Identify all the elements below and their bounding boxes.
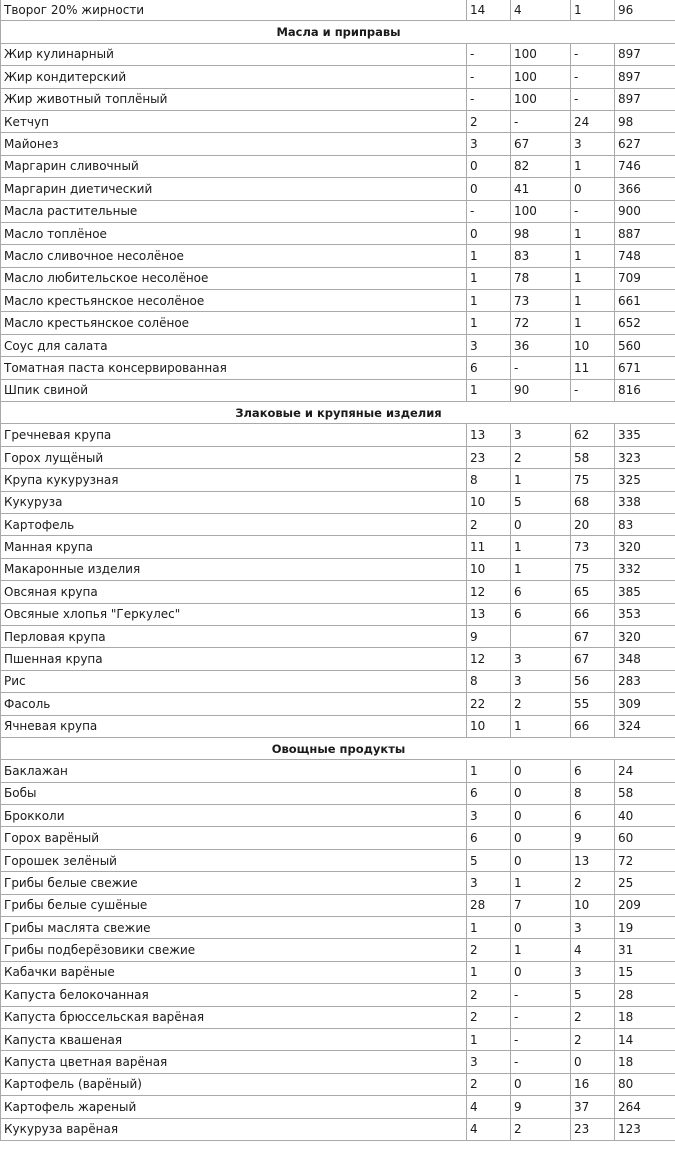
- protein-cell: 3: [467, 805, 511, 827]
- carbs-cell: 37: [571, 1096, 615, 1118]
- table-row: [1, 491, 675, 513]
- calories-cell: 24: [615, 760, 675, 782]
- carbs-cell: 1: [571, 222, 615, 244]
- protein-cell: 13: [467, 424, 511, 446]
- protein-cell: 12: [467, 581, 511, 603]
- calories-cell: 96: [615, 0, 675, 21]
- calories-cell: 25: [615, 872, 675, 894]
- fat-cell: 100: [511, 66, 571, 88]
- calories-cell: 40: [615, 805, 675, 827]
- calories-cell: 897: [615, 66, 675, 88]
- product-name-cell: Овсяная крупа: [1, 581, 467, 603]
- carbs-cell: 2: [571, 1028, 615, 1050]
- table-body: [1, 0, 675, 1140]
- calories-cell: 652: [615, 312, 675, 334]
- table-row: [1, 0, 675, 21]
- fat-cell: 0: [511, 1073, 571, 1095]
- carbs-cell: 10: [571, 334, 615, 356]
- protein-cell: 2: [467, 1006, 511, 1028]
- carbs-cell: -: [571, 88, 615, 110]
- carbs-cell: 68: [571, 491, 615, 513]
- fat-cell: 72: [511, 312, 571, 334]
- protein-cell: 1: [467, 290, 511, 312]
- calories-cell: 348: [615, 648, 675, 670]
- table-row: [1, 984, 675, 1006]
- calories-cell: 98: [615, 110, 675, 132]
- calories-cell: 72: [615, 849, 675, 871]
- calories-cell: 746: [615, 155, 675, 177]
- table-row: [1, 1028, 675, 1050]
- table-row: [1, 379, 675, 401]
- calories-cell: 209: [615, 894, 675, 916]
- fat-cell: 0: [511, 827, 571, 849]
- calories-cell: 309: [615, 693, 675, 715]
- protein-cell: 1: [467, 961, 511, 983]
- table-row: [1, 1051, 675, 1073]
- carbs-cell: 4: [571, 939, 615, 961]
- table-row: [1, 334, 675, 356]
- table-row: [1, 245, 675, 267]
- carbs-cell: 1: [571, 290, 615, 312]
- table-row: [1, 782, 675, 804]
- protein-cell: 10: [467, 558, 511, 580]
- protein-cell: -: [467, 43, 511, 65]
- section-header-row: [1, 737, 675, 759]
- fat-cell: 100: [511, 88, 571, 110]
- fat-cell: 1: [511, 558, 571, 580]
- protein-cell: 0: [467, 178, 511, 200]
- fat-cell: 1: [511, 872, 571, 894]
- protein-cell: 3: [467, 133, 511, 155]
- product-name-cell: Кетчуп: [1, 110, 467, 132]
- fat-cell: 67: [511, 133, 571, 155]
- protein-cell: 1: [467, 312, 511, 334]
- product-name-cell: Капуста квашеная: [1, 1028, 467, 1050]
- table-row: [1, 625, 675, 647]
- product-name-cell: Кукуруза варёная: [1, 1118, 467, 1140]
- table-row: [1, 715, 675, 737]
- fat-cell: 82: [511, 155, 571, 177]
- fat-cell: 5: [511, 491, 571, 513]
- protein-cell: -: [467, 66, 511, 88]
- calories-cell: 627: [615, 133, 675, 155]
- fat-cell: 73: [511, 290, 571, 312]
- protein-cell: 2: [467, 939, 511, 961]
- table-row: [1, 558, 675, 580]
- calories-cell: 323: [615, 446, 675, 468]
- product-name-cell: Жир кулинарный: [1, 43, 467, 65]
- carbs-cell: 75: [571, 469, 615, 491]
- carbs-cell: 1: [571, 312, 615, 334]
- product-name-cell: Масло сливочное несолёное: [1, 245, 467, 267]
- calories-cell: 897: [615, 88, 675, 110]
- fat-cell: 0: [511, 961, 571, 983]
- table-row: [1, 222, 675, 244]
- calories-cell: 709: [615, 267, 675, 289]
- fat-cell: 78: [511, 267, 571, 289]
- fat-cell: 1: [511, 469, 571, 491]
- product-name-cell: Грибы белые сушёные: [1, 894, 467, 916]
- calories-cell: 748: [615, 245, 675, 267]
- fat-cell: 41: [511, 178, 571, 200]
- protein-cell: 11: [467, 536, 511, 558]
- calories-cell: 335: [615, 424, 675, 446]
- calories-cell: 816: [615, 379, 675, 401]
- carbs-cell: 66: [571, 603, 615, 625]
- carbs-cell: 6: [571, 805, 615, 827]
- fat-cell: 9: [511, 1096, 571, 1118]
- product-name-cell: Грибы белые свежие: [1, 872, 467, 894]
- product-name-cell: Картофель (варёный): [1, 1073, 467, 1095]
- protein-cell: 1: [467, 379, 511, 401]
- carbs-cell: 2: [571, 872, 615, 894]
- calories-cell: 324: [615, 715, 675, 737]
- table-row: [1, 872, 675, 894]
- protein-cell: 3: [467, 1051, 511, 1073]
- product-name-cell: Томатная паста консервированная: [1, 357, 467, 379]
- table-row: [1, 155, 675, 177]
- carbs-cell: 2: [571, 1006, 615, 1028]
- carbs-cell: 3: [571, 133, 615, 155]
- product-name-cell: Шпик свиной: [1, 379, 467, 401]
- carbs-cell: 10: [571, 894, 615, 916]
- carbs-cell: 3: [571, 961, 615, 983]
- calories-cell: 385: [615, 581, 675, 603]
- calories-cell: 661: [615, 290, 675, 312]
- product-name-cell: Перловая крупа: [1, 625, 467, 647]
- protein-cell: 8: [467, 670, 511, 692]
- product-name-cell: Грибы подберёзовики свежие: [1, 939, 467, 961]
- product-name-cell: Рис: [1, 670, 467, 692]
- product-name-cell: Кабачки варёные: [1, 961, 467, 983]
- carbs-cell: 0: [571, 1051, 615, 1073]
- table-row: [1, 536, 675, 558]
- calories-cell: 325: [615, 469, 675, 491]
- calories-cell: 15: [615, 961, 675, 983]
- carbs-cell: 23: [571, 1118, 615, 1140]
- carbs-cell: -: [571, 43, 615, 65]
- product-name-cell: Картофель: [1, 513, 467, 535]
- carbs-cell: 8: [571, 782, 615, 804]
- product-name-cell: Грибы маслята свежие: [1, 917, 467, 939]
- protein-cell: 5: [467, 849, 511, 871]
- table-row: [1, 66, 675, 88]
- table-row: [1, 581, 675, 603]
- carbs-cell: 1: [571, 155, 615, 177]
- carbs-cell: 1: [571, 0, 615, 21]
- calories-cell: 560: [615, 334, 675, 356]
- section-title: Злаковые и крупяные изделия: [1, 402, 675, 424]
- product-name-cell: Маргарин диетический: [1, 178, 467, 200]
- fat-cell: 100: [511, 43, 571, 65]
- carbs-cell: 0: [571, 178, 615, 200]
- section-title: Масла и приправы: [1, 21, 675, 43]
- protein-cell: 8: [467, 469, 511, 491]
- fat-cell: -: [511, 984, 571, 1006]
- fat-cell: [511, 625, 571, 647]
- protein-cell: -: [467, 200, 511, 222]
- table-row: [1, 267, 675, 289]
- calories-cell: 123: [615, 1118, 675, 1140]
- fat-cell: 1: [511, 715, 571, 737]
- table-row: [1, 1073, 675, 1095]
- product-name-cell: Масла растительные: [1, 200, 467, 222]
- protein-cell: 6: [467, 782, 511, 804]
- fat-cell: 0: [511, 805, 571, 827]
- fat-cell: 7: [511, 894, 571, 916]
- table-row: [1, 827, 675, 849]
- protein-cell: 28: [467, 894, 511, 916]
- calories-cell: 14: [615, 1028, 675, 1050]
- carbs-cell: 62: [571, 424, 615, 446]
- protein-cell: 3: [467, 334, 511, 356]
- carbs-cell: 20: [571, 513, 615, 535]
- table-row: [1, 446, 675, 468]
- product-name-cell: Жир кондитерский: [1, 66, 467, 88]
- table-row: [1, 133, 675, 155]
- fat-cell: 6: [511, 581, 571, 603]
- table-row: [1, 760, 675, 782]
- table-row: [1, 1006, 675, 1028]
- product-name-cell: Крупа кукурузная: [1, 469, 467, 491]
- calories-cell: 264: [615, 1096, 675, 1118]
- protein-cell: 2: [467, 1073, 511, 1095]
- product-name-cell: Брокколи: [1, 805, 467, 827]
- carbs-cell: 56: [571, 670, 615, 692]
- product-name-cell: Гречневая крупа: [1, 424, 467, 446]
- calories-cell: 320: [615, 625, 675, 647]
- protein-cell: 6: [467, 827, 511, 849]
- fat-cell: 2: [511, 1118, 571, 1140]
- protein-cell: 9: [467, 625, 511, 647]
- product-name-cell: Бобы: [1, 782, 467, 804]
- section-title: Овощные продукты: [1, 737, 675, 759]
- protein-cell: 1: [467, 1028, 511, 1050]
- product-name-cell: Овсяные хлопья "Геркулес": [1, 603, 467, 625]
- product-name-cell: Масло крестьянское солёное: [1, 312, 467, 334]
- table-row: [1, 648, 675, 670]
- fat-cell: 90: [511, 379, 571, 401]
- product-name-cell: Масло топлёное: [1, 222, 467, 244]
- carbs-cell: 75: [571, 558, 615, 580]
- protein-cell: 0: [467, 222, 511, 244]
- product-name-cell: Соус для салата: [1, 334, 467, 356]
- table-row: [1, 312, 675, 334]
- carbs-cell: 1: [571, 267, 615, 289]
- table-row: [1, 88, 675, 110]
- fat-cell: 1: [511, 536, 571, 558]
- product-name-cell: Маргарин сливочный: [1, 155, 467, 177]
- product-name-cell: Манная крупа: [1, 536, 467, 558]
- protein-cell: 12: [467, 648, 511, 670]
- carbs-cell: -: [571, 66, 615, 88]
- fat-cell: 36: [511, 334, 571, 356]
- table-row: [1, 961, 675, 983]
- protein-cell: 4: [467, 1118, 511, 1140]
- table-row: [1, 110, 675, 132]
- fat-cell: 1: [511, 939, 571, 961]
- calories-cell: 900: [615, 200, 675, 222]
- carbs-cell: 66: [571, 715, 615, 737]
- carbs-cell: 67: [571, 648, 615, 670]
- product-name-cell: Капуста брюссельская варёная: [1, 1006, 467, 1028]
- product-name-cell: Макаронные изделия: [1, 558, 467, 580]
- calories-cell: 18: [615, 1051, 675, 1073]
- product-name-cell: Ячневая крупа: [1, 715, 467, 737]
- protein-cell: 1: [467, 917, 511, 939]
- fat-cell: -: [511, 1028, 571, 1050]
- protein-cell: 3: [467, 872, 511, 894]
- table-row: [1, 693, 675, 715]
- fat-cell: 98: [511, 222, 571, 244]
- calories-cell: 366: [615, 178, 675, 200]
- product-name-cell: Горох варёный: [1, 827, 467, 849]
- protein-cell: 2: [467, 110, 511, 132]
- carbs-cell: 16: [571, 1073, 615, 1095]
- fat-cell: 6: [511, 603, 571, 625]
- carbs-cell: 11: [571, 357, 615, 379]
- calories-cell: 353: [615, 603, 675, 625]
- table-row: [1, 424, 675, 446]
- carbs-cell: 65: [571, 581, 615, 603]
- fat-cell: -: [511, 110, 571, 132]
- table-row: [1, 894, 675, 916]
- fat-cell: -: [511, 357, 571, 379]
- table-row: [1, 290, 675, 312]
- table-row: [1, 939, 675, 961]
- fat-cell: 0: [511, 782, 571, 804]
- fat-cell: 0: [511, 760, 571, 782]
- calories-cell: 60: [615, 827, 675, 849]
- protein-cell: 0: [467, 155, 511, 177]
- calories-cell: 19: [615, 917, 675, 939]
- calories-cell: 897: [615, 43, 675, 65]
- table-row: [1, 849, 675, 871]
- table-row: [1, 603, 675, 625]
- calories-cell: 320: [615, 536, 675, 558]
- carbs-cell: -: [571, 200, 615, 222]
- product-name-cell: Пшенная крупа: [1, 648, 467, 670]
- carbs-cell: 73: [571, 536, 615, 558]
- carbs-cell: 58: [571, 446, 615, 468]
- carbs-cell: 5: [571, 984, 615, 1006]
- carbs-cell: 67: [571, 625, 615, 647]
- section-header-row: [1, 402, 675, 424]
- carbs-cell: 24: [571, 110, 615, 132]
- protein-cell: 23: [467, 446, 511, 468]
- fat-cell: -: [511, 1006, 571, 1028]
- protein-cell: 1: [467, 267, 511, 289]
- fat-cell: 100: [511, 200, 571, 222]
- protein-cell: 10: [467, 491, 511, 513]
- product-name-cell: Горошек зелёный: [1, 849, 467, 871]
- table-row: [1, 805, 675, 827]
- product-name-cell: Кукуруза: [1, 491, 467, 513]
- protein-cell: 2: [467, 513, 511, 535]
- calories-cell: 83: [615, 513, 675, 535]
- table-row: [1, 178, 675, 200]
- fat-cell: 4: [511, 0, 571, 21]
- product-name-cell: Капуста цветная варёная: [1, 1051, 467, 1073]
- calories-cell: 338: [615, 491, 675, 513]
- protein-cell: 22: [467, 693, 511, 715]
- carbs-cell: 3: [571, 917, 615, 939]
- fat-cell: 3: [511, 424, 571, 446]
- protein-cell: 4: [467, 1096, 511, 1118]
- carbs-cell: -: [571, 379, 615, 401]
- product-name-cell: Горох лущёный: [1, 446, 467, 468]
- table-row: [1, 1118, 675, 1140]
- calories-cell: 28: [615, 984, 675, 1006]
- fat-cell: 2: [511, 446, 571, 468]
- table-row: [1, 1096, 675, 1118]
- carbs-cell: 13: [571, 849, 615, 871]
- product-name-cell: Масло крестьянское несолёное: [1, 290, 467, 312]
- carbs-cell: 6: [571, 760, 615, 782]
- table-row: [1, 43, 675, 65]
- fat-cell: 0: [511, 513, 571, 535]
- calories-cell: 31: [615, 939, 675, 961]
- table-row: [1, 917, 675, 939]
- product-name-cell: Капуста белокочанная: [1, 984, 467, 1006]
- product-name-cell: Фасоль: [1, 693, 467, 715]
- calories-cell: 887: [615, 222, 675, 244]
- carbs-cell: 9: [571, 827, 615, 849]
- protein-cell: 10: [467, 715, 511, 737]
- carbs-cell: 1: [571, 245, 615, 267]
- table-row: [1, 513, 675, 535]
- table-row: [1, 357, 675, 379]
- fat-cell: 0: [511, 917, 571, 939]
- protein-cell: 2: [467, 984, 511, 1006]
- protein-cell: 13: [467, 603, 511, 625]
- product-name-cell: Масло любительское несолёное: [1, 267, 467, 289]
- calories-cell: 58: [615, 782, 675, 804]
- protein-cell: 14: [467, 0, 511, 21]
- product-name-cell: Майонез: [1, 133, 467, 155]
- product-name-cell: Картофель жареный: [1, 1096, 467, 1118]
- section-header-row: [1, 21, 675, 43]
- calories-cell: 671: [615, 357, 675, 379]
- calories-cell: 18: [615, 1006, 675, 1028]
- protein-cell: -: [467, 88, 511, 110]
- product-name-cell: Баклажан: [1, 760, 467, 782]
- product-name-cell: Творог 20% жирности: [1, 0, 467, 21]
- fat-cell: 0: [511, 849, 571, 871]
- protein-cell: 1: [467, 760, 511, 782]
- calories-cell: 332: [615, 558, 675, 580]
- product-name-cell: Жир животный топлёный: [1, 88, 467, 110]
- fat-cell: 83: [511, 245, 571, 267]
- carbs-cell: 55: [571, 693, 615, 715]
- table-row: [1, 469, 675, 491]
- protein-cell: 1: [467, 245, 511, 267]
- fat-cell: 3: [511, 670, 571, 692]
- table-row: [1, 670, 675, 692]
- fat-cell: 2: [511, 693, 571, 715]
- fat-cell: -: [511, 1051, 571, 1073]
- table-row: [1, 200, 675, 222]
- calories-cell: 283: [615, 670, 675, 692]
- calories-cell: 80: [615, 1073, 675, 1095]
- fat-cell: 3: [511, 648, 571, 670]
- protein-cell: 6: [467, 357, 511, 379]
